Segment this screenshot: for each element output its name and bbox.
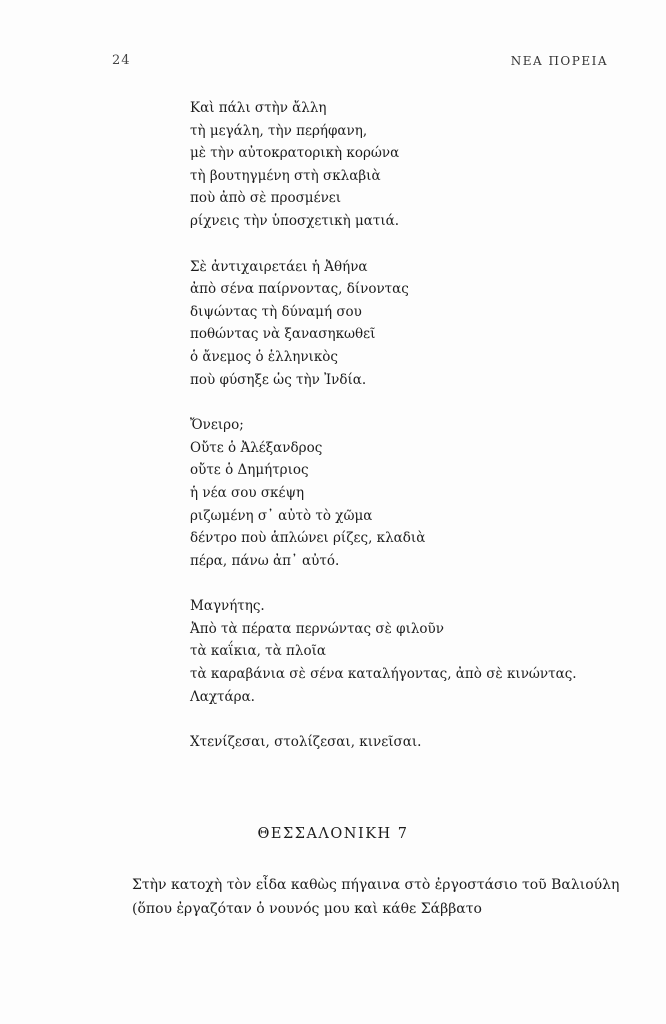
poem-line: Οὔτε ὁ Ἀλέξανδρος	[190, 439, 323, 456]
prose-line: (ὅπου ἐργαζόταν ὁ νουνός μου καὶ κάθε Σάββατο	[132, 901, 482, 917]
poem-line: ὁ ἄνεμος ὁ ἑλληνικὸς	[190, 348, 338, 365]
poem-line: μὲ τὴν αὐτοκρατορικὴ κορώνα	[190, 145, 400, 162]
poem-line: ἡ νέα σου σκέψη	[190, 484, 305, 501]
running-head-title: ΝΕΑ ΠΟΡΕΙΑ	[510, 54, 608, 68]
poem-line: ποὺ ἀπὸ σὲ προσμένει	[190, 190, 342, 207]
poem-line: διψώντας τὴ δύναμή σου	[190, 303, 362, 320]
poem-line: Μαγνήτης.	[190, 598, 265, 615]
poem-line: πέρα, πάνω ἀπ᾽ αὐτό.	[190, 552, 340, 569]
poem-line: Σὲ ἀντιχαιρετάει ἡ Ἀθήνα	[190, 258, 368, 275]
poem	[190, 97, 630, 777]
poem-line: ρίχνεις τὴν ὑποσχετικὴ ματιά.	[190, 212, 400, 229]
poem-line: Ἀπὸ τὰ πέρατα περνώντας σὲ φιλοῦν	[190, 620, 444, 637]
prose-paragraph	[132, 873, 632, 921]
poem-line: τὰ καΐκια, τὰ πλοῖα	[190, 643, 326, 660]
poem-stanza-5	[190, 731, 630, 754]
poem-line: οὔτε ὁ Δημήτριος	[190, 462, 309, 479]
poem-line: τὴ βουτηγμένη στὴ σκλαβιὰ	[190, 167, 381, 184]
poem-line: Χτενίζεσαι, στολίζεσαι, κινεῖσαι.	[190, 734, 422, 751]
poem-line: ριζωμένη σ᾽ αὐτὸ τὸ χῶμα	[190, 507, 373, 524]
poem-line: Λαχτάρα.	[190, 688, 255, 705]
poem-line: ποὺ φύσηξε ὡς τὴν Ἰνδία.	[190, 371, 367, 388]
page-number: 24	[112, 53, 131, 68]
poem-line: Ὄνειρο;	[190, 417, 244, 434]
prose-line: Στὴν κατοχὴ τὸν εἶδα καθὼς πήγαινα στὸ ἐργοστάσιο τοῦ Βαλιούλη	[132, 877, 620, 893]
poem-line: δέντρο ποὺ ἁπλώνει ρίζες, κλαδιὰ	[190, 530, 426, 547]
poem-line: ποθώντας νὰ ξανασηκωθεῖ	[190, 326, 376, 343]
section-title: ΘΕΣΣΑΛΟΝΙΚΗ 7	[257, 826, 409, 842]
poem-line: τὰ καραβάνια σὲ σένα καταλήγοντας, ἀπὸ σὲ κινώντας.	[190, 666, 577, 683]
poem-stanza-2	[190, 256, 630, 392]
poem-stanza-1	[190, 97, 630, 233]
poem-stanza-3	[190, 414, 630, 572]
poem-line: τὴ μεγάλη, τὴν περήφανη,	[190, 122, 368, 139]
poem-line: ἀπὸ σένα παίρνοντας, δίνοντας	[190, 281, 409, 298]
poem-stanza-4	[190, 595, 630, 708]
poem-line: Καὶ πάλι στὴν ἄλλη	[190, 100, 327, 116]
